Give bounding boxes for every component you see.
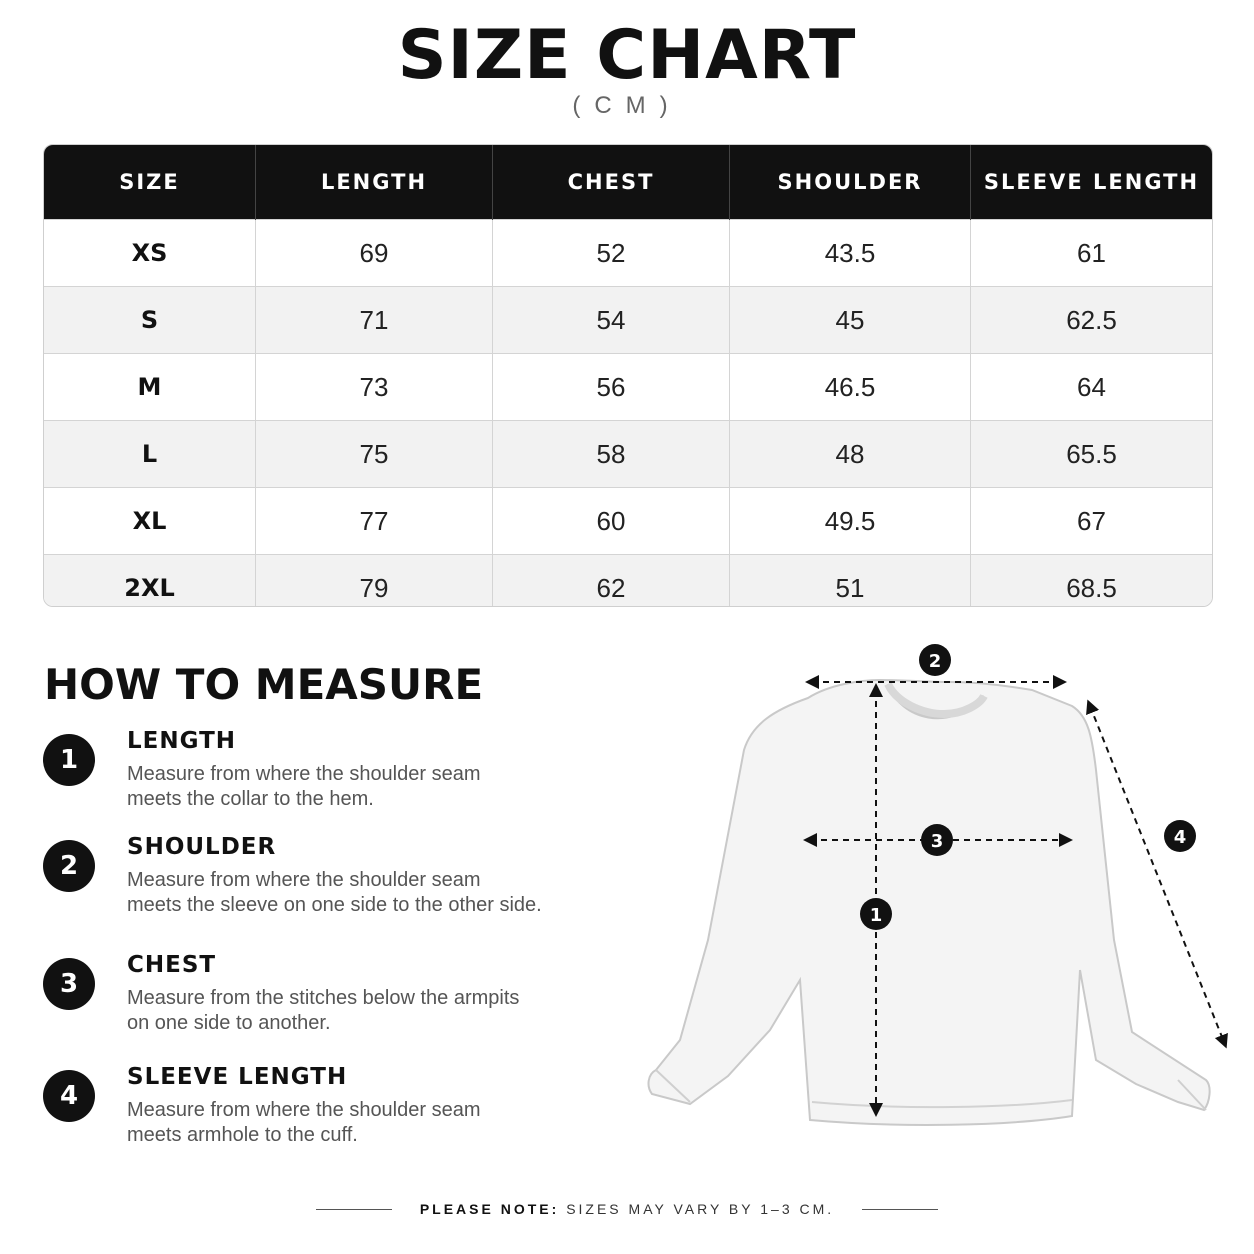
note-label: PLEASE NOTE: [419,1201,560,1217]
length-cell: 69 [256,220,493,287]
divider-left [316,1209,392,1210]
length-cell: 73 [256,354,493,421]
sleeve-length-cell: 68.5 [971,555,1213,608]
step-number-badge: 2 [43,840,95,892]
step-description-line: meets the sleeve on one side to the other side. [127,894,542,916]
marker-badge-4 [1164,820,1196,852]
table-row [44,287,1212,354]
table-row [44,220,1212,287]
table-row [44,421,1212,488]
length-cell: 77 [256,488,493,555]
step-number-badge: 3 [43,958,95,1010]
step-number-badge: 1 [43,734,95,786]
chest-cell: 54 [493,287,730,354]
length-cell: 79 [256,555,493,608]
note-body: SIZES MAY VARY BY 1–3 CM. [566,1201,835,1217]
column-header-length: LENGTH [256,145,493,220]
shoulder-cell: 46.5 [730,354,971,421]
step-description-line: Measure from where the shoulder seam [127,869,481,891]
note-text [420,1201,834,1217]
shoulder-cell: 45 [730,287,971,354]
marker-badge-1 [860,898,892,930]
step-description [127,762,607,812]
marker-label: 1 [869,905,883,926]
sleeve-length-cell: 65.5 [971,421,1213,488]
step-description [127,868,647,918]
sizing-note [0,1196,1254,1222]
chest-cell: 62 [493,555,730,608]
step-title: SLEEVE LENGTH [127,1064,348,1090]
step-description-line: on one side to another. [127,1012,331,1034]
step-number-badge: 4 [43,1070,95,1122]
size-cell: XS [44,220,256,287]
marker-label: 2 [928,651,942,672]
size-cell: S [44,287,256,354]
size-cell: L [44,421,256,488]
divider-right [862,1209,938,1210]
page-title: SIZE CHART [397,16,857,95]
sleeve-length-cell: 61 [971,220,1213,287]
marker-label: 3 [930,831,944,852]
chest-cell: 56 [493,354,730,421]
marker-badge-2 [919,644,951,676]
step-description-line: Measure from the stitches below the armpits [127,987,520,1009]
shoulder-cell: 51 [730,555,971,608]
shoulder-cell: 48 [730,421,971,488]
sweatshirt-diagram [640,640,1240,1140]
chest-cell: 60 [493,488,730,555]
table-header-row [44,145,1212,220]
chest-cell: 58 [493,421,730,488]
marker-label: 4 [1173,827,1187,848]
shoulder-cell: 49.5 [730,488,971,555]
column-header-chest: CHEST [493,145,730,220]
step-description-line: Measure from where the shoulder seam [127,1099,481,1121]
size-cell: 2XL [44,555,256,608]
step-description-line: meets the collar to the hem. [127,788,374,810]
length-cell: 75 [256,421,493,488]
size-table-grid [44,145,1212,607]
size-table [43,144,1213,607]
chest-cell: 52 [493,220,730,287]
table-row [44,555,1212,608]
shoulder-cell: 43.5 [730,220,971,287]
how-to-measure-heading: HOW TO MEASURE [44,660,484,709]
step-description [127,1098,607,1148]
step-description [127,986,607,1036]
unit-subtitle: (CM) [572,92,682,119]
sleeve-length-cell: 62.5 [971,287,1213,354]
column-header-size: SIZE [44,145,256,220]
table-row [44,354,1212,421]
step-description-line: meets armhole to the cuff. [127,1124,358,1146]
column-header-sleeve-length: SLEEVE LENGTH [971,145,1213,220]
column-header-shoulder: SHOULDER [730,145,971,220]
step-title: CHEST [127,952,217,978]
sleeve-length-cell: 67 [971,488,1213,555]
step-description-line: Measure from where the shoulder seam [127,763,481,785]
step-title: LENGTH [127,728,237,754]
marker-badge-3 [921,824,953,856]
sleeve-length-cell: 64 [971,354,1213,421]
size-cell: XL [44,488,256,555]
sweatshirt-icon [649,680,1210,1125]
length-cell: 71 [256,287,493,354]
table-row [44,488,1212,555]
size-cell: M [44,354,256,421]
step-title: SHOULDER [127,834,277,860]
